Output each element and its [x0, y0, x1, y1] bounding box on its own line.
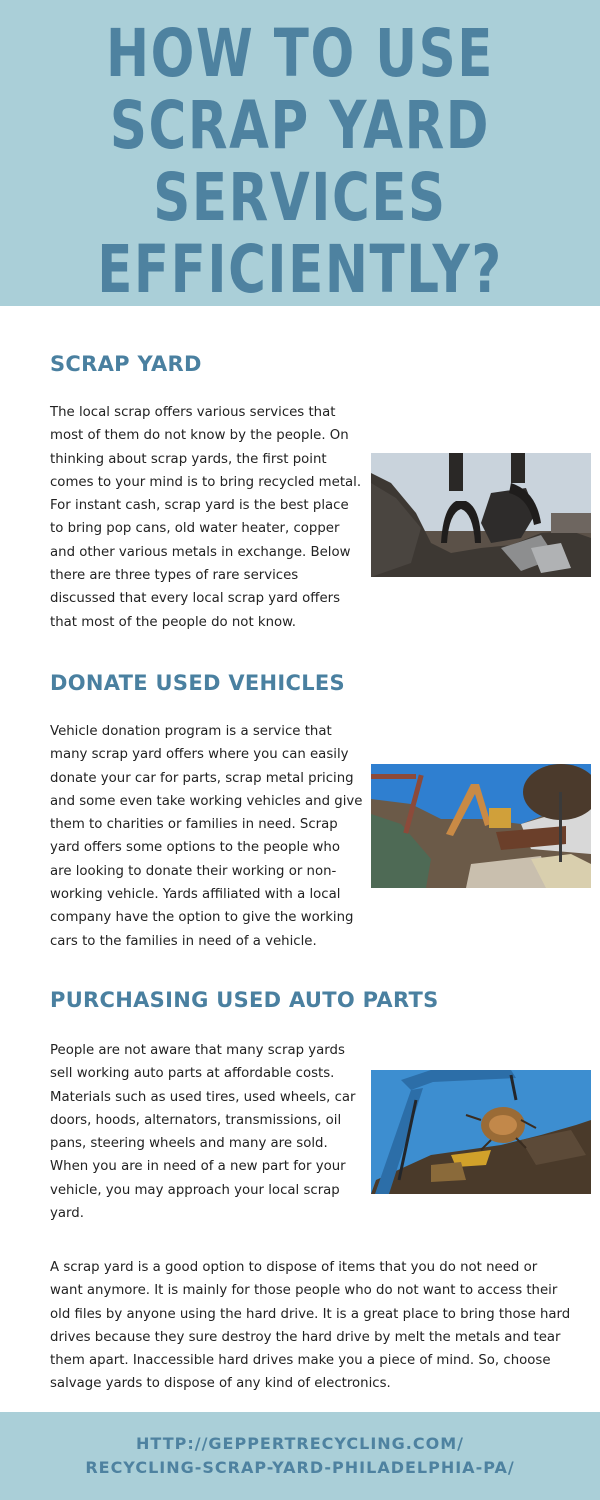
text-line: vehicle, you may approach your local scrap	[50, 1182, 340, 1198]
text-line: Materials such as used tires, used wheels, car	[50, 1089, 356, 1105]
text-line: Vehicle donation program is a service that	[50, 724, 332, 739]
text-line: thinking about scrap yards, the first point	[50, 451, 327, 467]
text-line: company have the option to give the working	[50, 910, 354, 926]
text-line: are looking to donate their working or non-	[50, 863, 337, 879]
text-line: yard.	[50, 1206, 84, 1222]
text-line: A scrap yard is a good option to dispose of items that you do not need or	[50, 1260, 538, 1275]
text-line: The local scrap offers various services that	[50, 405, 336, 420]
text-line: working vehicle. Yards affiliated with a local	[50, 887, 341, 903]
text-line: drives because they sure destroy the hard drive by melt the metals and tear	[50, 1329, 561, 1345]
text-line: yard offers some options to the people who	[50, 840, 340, 856]
excavator-yard-photo	[371, 764, 591, 888]
section-body-scrap-yard	[50, 401, 361, 634]
text-line: there are three types of rare services	[50, 568, 299, 584]
scrap-grapple-photo	[371, 453, 591, 577]
text-line: comes to your mind is to bring recycled metal.	[50, 474, 362, 490]
section-body-purchasing-used-auto-parts	[50, 1039, 356, 1225]
crane-scrap-pile-photo	[371, 1070, 591, 1194]
title-line: SERVICES	[153, 159, 447, 236]
section-heading-donate-used-vehicles: DONATE USED VEHICLES	[50, 671, 345, 695]
text-line: and other various metals in exchange. Below	[50, 544, 351, 560]
text-line: discussed that every local scrap yard offers	[50, 591, 341, 607]
section-heading-scrap-yard: SCRAP YARD	[50, 352, 202, 376]
closing-paragraph	[50, 1256, 570, 1396]
text-line: People are not aware that many scrap yards	[50, 1043, 345, 1058]
text-line: want anymore. It is mainly for those people who do not want to access their	[50, 1283, 558, 1299]
crane-scrap-pile-image	[371, 1070, 591, 1194]
section-body-donate-used-vehicles	[50, 720, 362, 953]
text-line: donate your car for parts, scrap metal pricing	[50, 770, 354, 786]
text-line: them apart. Inaccessible hard drives make you a piece of mind. So, choose	[50, 1353, 551, 1369]
text-line: them to charities or families in need. Scrap	[50, 817, 338, 833]
text-line: many scrap yard offers where you can easily	[50, 747, 349, 763]
text-line: pans, steering wheels and many are sold.	[50, 1136, 328, 1152]
page-title	[66, 15, 534, 308]
title-line: SCRAP YARD	[109, 87, 491, 164]
scrap-grapple-image	[371, 453, 591, 577]
text-line: doors, hoods, alternators, transmissions, oil	[50, 1112, 342, 1128]
text-line: most of them do not know by the people. On	[50, 428, 349, 444]
excavator-yard-image	[371, 764, 591, 888]
title-line: EFFICIENTLY?	[97, 231, 503, 308]
text-line: cars to the families in need of a vehicle.	[50, 933, 317, 949]
text-line: old files by anyone using the hard drive. It is a great place to bring those hard	[50, 1306, 571, 1322]
text-line: and some even take working vehicles and give	[50, 793, 363, 809]
text-line: For instant cash, scrap yard is the best place	[50, 498, 349, 514]
text-line: When you are in need of a new part for your	[50, 1159, 346, 1175]
url-line: HTTP://GEPPERTRECYCLING.COM/	[136, 1434, 464, 1453]
url-line: RECYCLING-SCRAP-YARD-PHILADELPHIA-PA/	[85, 1458, 515, 1477]
section-heading-purchasing-used-auto-parts: PURCHASING USED AUTO PARTS	[50, 988, 439, 1012]
text-line: that most of the people do not know.	[50, 614, 297, 630]
source-url-link[interactable]	[0, 1432, 600, 1480]
text-line: sell working auto parts at affordable costs.	[50, 1066, 335, 1082]
text-line: salvage yards to dispose of any kind of electronics.	[50, 1376, 391, 1392]
text-line: to bring pop cans, old water heater, copper	[50, 521, 340, 537]
title-line: HOW TO USE	[105, 15, 495, 92]
